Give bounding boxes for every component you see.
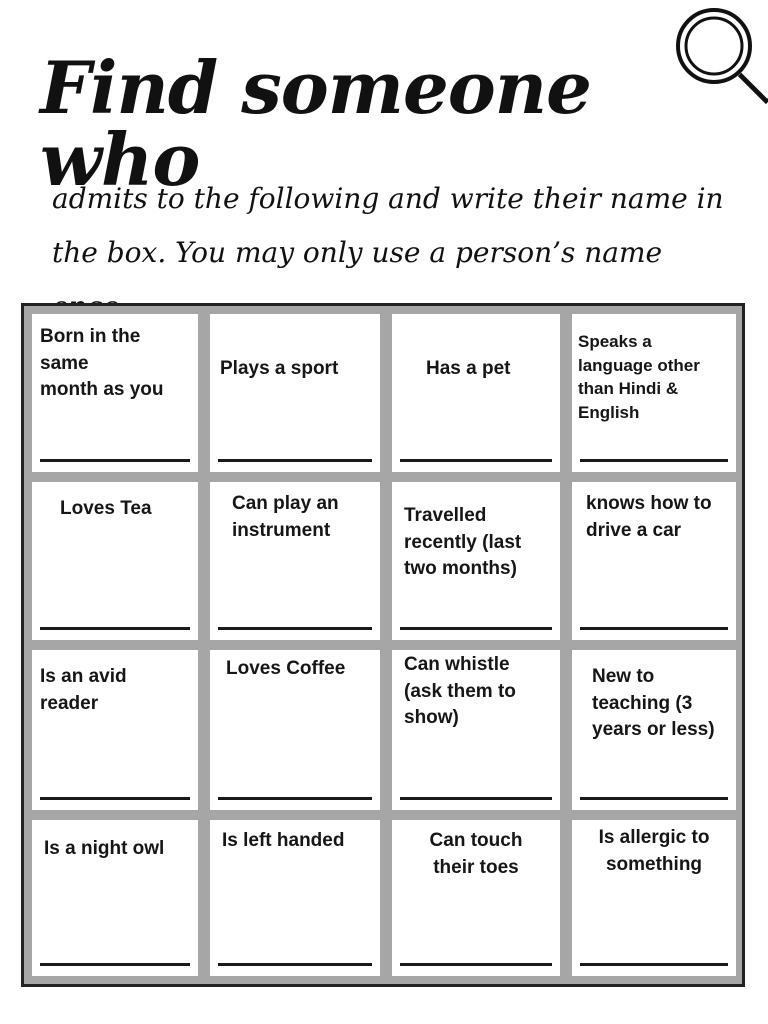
name-line[interactable]: [218, 797, 372, 800]
cell-label: Loves Tea: [60, 498, 152, 519]
grid-cell[interactable]: [32, 314, 198, 472]
name-line[interactable]: [40, 963, 190, 966]
cell-label: Is allergic to something: [598, 827, 710, 875]
name-line[interactable]: [218, 963, 372, 966]
instructions-text: admits to the following and write their name in the box. You may only use a person’s name: [52, 182, 724, 269]
name-line[interactable]: [218, 627, 372, 630]
page-title: Find someone who: [40, 45, 591, 202]
grid-cell[interactable]: [32, 482, 198, 640]
name-line[interactable]: [40, 627, 190, 630]
name-line[interactable]: [400, 627, 552, 630]
grid-cell[interactable]: [210, 650, 380, 810]
cell-label: Has a pet: [426, 358, 511, 379]
name-line[interactable]: [40, 459, 190, 462]
cell-label: Loves Coffee: [226, 658, 346, 679]
grid-cell[interactable]: [392, 482, 560, 640]
grid-cell[interactable]: [210, 482, 380, 640]
name-line[interactable]: [580, 963, 728, 966]
cell-label: Born in the same month as you: [40, 326, 164, 400]
grid-cell[interactable]: [572, 314, 736, 472]
grid-cell[interactable]: [210, 820, 380, 976]
name-line[interactable]: [400, 963, 552, 966]
cell-label: Can touch their toes: [429, 830, 523, 878]
magnifying-glass-icon: [670, 4, 768, 108]
name-line[interactable]: [40, 797, 190, 800]
cell-label: New to teaching (3 years or less): [592, 666, 715, 740]
grid-cell[interactable]: [392, 820, 560, 976]
cell-label: Can whistle (ask them to show): [404, 654, 516, 728]
grid-cell[interactable]: [572, 820, 736, 976]
name-line[interactable]: [400, 459, 552, 462]
cell-label: Travelled recently (last two months): [404, 505, 522, 579]
grid-cell[interactable]: [32, 650, 198, 810]
grid-cell[interactable]: [210, 314, 380, 472]
name-line[interactable]: [580, 797, 728, 800]
cell-label: Is left handed: [222, 830, 345, 851]
name-line[interactable]: [580, 459, 728, 462]
cell-label: Plays a sport: [220, 358, 339, 379]
grid-cell[interactable]: [392, 650, 560, 810]
name-line[interactable]: [400, 797, 552, 800]
bingo-grid: [21, 303, 745, 987]
cell-label: knows how to drive a car: [586, 493, 712, 541]
name-line[interactable]: [218, 459, 372, 462]
cell-label: Speaks a language other than Hindi & English: [578, 332, 700, 422]
grid-cell[interactable]: [32, 820, 198, 976]
cell-label: Is a night owl: [44, 838, 165, 859]
name-line[interactable]: [580, 627, 728, 630]
cell-label: Can play an instrument: [232, 493, 339, 541]
cell-label: Is an avid reader: [40, 666, 127, 714]
grid-cell[interactable]: [392, 314, 560, 472]
grid-cell[interactable]: [572, 482, 736, 640]
grid-cell[interactable]: [572, 650, 736, 810]
